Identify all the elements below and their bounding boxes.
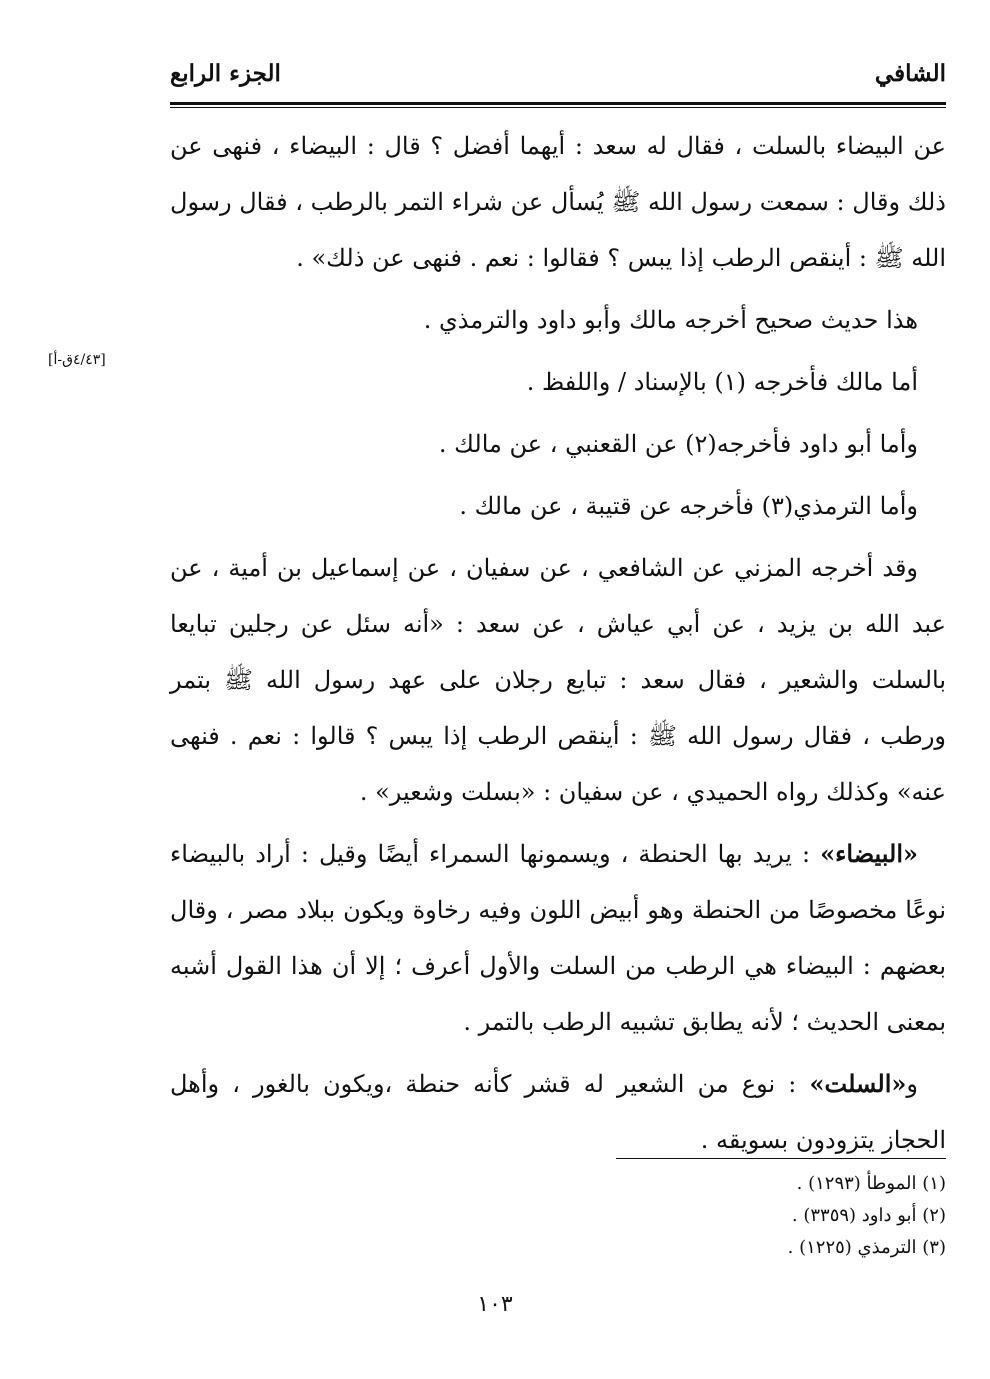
running-header [170, 54, 946, 96]
paragraph-tirmidhi: وأما الترمذي(٣) فأخرجه عن قتيبة ، عن مالك . [459, 492, 918, 520]
gloss-term-bayda: «البيضاء» [820, 839, 918, 868]
footnote-3: (٣) الترمذي (١٢٢٥) . [787, 1237, 946, 1258]
paragraph-grading: هذا حديث صحيح أخرجه مالك وأبو داود والترمذي . [423, 306, 918, 334]
footnote-rule [616, 1158, 946, 1159]
paragraph-hadith: عن البيضاء بالسلت ، فقال له سعد : أيهما أفضل ؟ قال : البيضاء ، فنهى عن ذلك وقال : سمعت رسول الله ﷺ يُسأل عن شراء التمر بالرطب ، فقال رسول الله ﷺ : أينقص الرطب إذا يبس ؟ فقالوا : نعم . فنهى عن ذلك» . [170, 132, 946, 272]
volume-label: الجزء الرابع [170, 60, 281, 87]
footnote-1: (١) الموطأ (١٢٩٣) . [796, 1173, 946, 1194]
gloss-text-sult: : نوع من الشعير له قشر كأنه حنطة ،ويكون بالغور ، وأهل الحجاز يتزودون بسويقه . [170, 1070, 946, 1154]
page-number: ١٠٣ [477, 1292, 513, 1317]
footnotes [500, 1168, 946, 1264]
main-text [170, 118, 946, 1174]
gloss-term-sult: «السلت» [809, 1069, 907, 1098]
paragraph-abu-dawud: وأما أبو داود فأخرجه(٢) عن القعنبي ، عن مالك . [438, 430, 918, 458]
footnote-2: (٢) أبو داود (٣٣٥٩) . [791, 1205, 946, 1226]
paragraph-malik: أما مالك فأخرجه (١) بالإسناد / واللفظ . [526, 368, 918, 396]
header-rule [170, 102, 946, 108]
gloss-prefix-sult: و [906, 1070, 918, 1098]
gloss-text-bayda: : يريد بها الحنطة ، ويسمونها السمراء أيضًا وقيل : أراد بالبيضاء نوعًا مخصوصًا من الحنطة وهو أبيض اللون وفيه رخاوة ويكون ببلاد مصر ، وقال بعضهم : البيضاء هي الرطب من السلت والأول أعرف ؛ إلا أن هذا القول أشبه بمعنى الحديث ؛ لأنه يطابق تشبيه الرطب بالتمر . [170, 840, 946, 1036]
book-title: الشافي [874, 60, 946, 87]
paragraph-gloss-sult [170, 1056, 946, 1168]
manuscript-folio-note: [٤/٤٣ق-أ] [48, 352, 106, 368]
paragraph-gloss-bayda [170, 826, 946, 1050]
paragraph-muzani-chain: وقد أخرجه المزني عن الشافعي ، عن سفيان ، عن إسماعيل بن أمية ، عن عبد الله بن يزيد ، عن أبي عياش ، عن سعد : «أنه سئل عن رجلين تبايعا بالسلت والشعير ، فقال سعد : تبايع رجلان على عهد رسول الله ﷺ بتمر ورطب ، فقال رسول الله ﷺ : أينقص الرطب إذا يبس ؟ قالوا : نعم . فنهى عنه» وكذلك رواه الحميدي ، عن سفيان : «بسلت وشعير» . [170, 554, 946, 806]
